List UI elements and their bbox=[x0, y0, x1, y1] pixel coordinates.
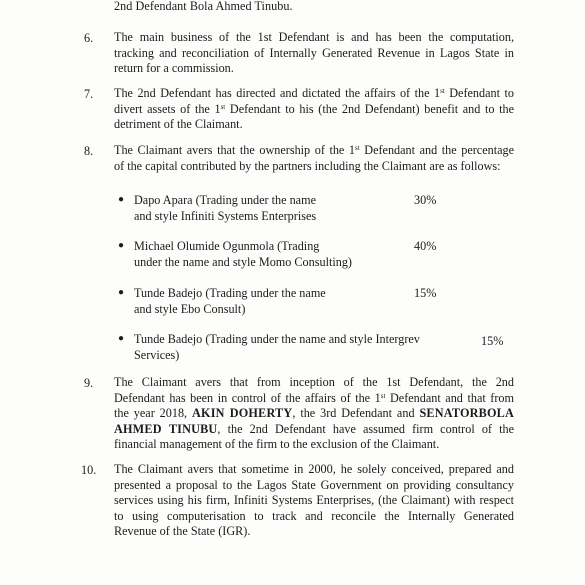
paragraph-6-line: The main business of the 1st Defendant is and has been the computation, bbox=[114, 30, 514, 44]
bullet-icon: ● bbox=[118, 287, 125, 298]
partner-percentage: 40% bbox=[414, 239, 437, 253]
partner-percentage: 30% bbox=[414, 193, 437, 207]
paragraph-9 bbox=[114, 375, 514, 453]
paragraph-9-number: 9. bbox=[84, 376, 94, 390]
paragraph-10-line: Revenue of the State (IGR). bbox=[114, 524, 251, 539]
paragraph-6-line: return for a commission. bbox=[114, 61, 234, 76]
paragraph-9-line: financial management of the firm to the exclusion of the Claimant. bbox=[114, 437, 440, 452]
partner-name-line: Dapo Apara (Trading under the name bbox=[134, 193, 316, 207]
partner-name-line: Michael Olumide Ogunmola (Trading bbox=[134, 239, 320, 253]
paragraph-7-line: divert assets of the 1st Defendant to his (the 2nd Defendant) benefit and to the bbox=[114, 101, 514, 116]
paragraph-7-line: The 2nd Defendant has directed and dictated the affairs of the 1st Defendant to bbox=[114, 86, 514, 100]
paragraph-9-line: the year 2018, AKIN DOHERTY, the 3rd Defendant and SENATORBOLA bbox=[114, 406, 514, 421]
paragraph-6-line: tracking and reconciliation of Internally Generated Revenue in Lagos State in bbox=[114, 45, 514, 60]
paragraph-7-number: 7. bbox=[84, 87, 94, 101]
paragraph-6 bbox=[114, 30, 514, 77]
partner-name-line: Services) bbox=[134, 348, 180, 362]
paragraph-10 bbox=[114, 462, 514, 540]
paragraph-9-line: AHMED TINUBU, the 2nd Defendant have assumed firm control of the bbox=[114, 421, 514, 436]
paragraph-8 bbox=[114, 143, 514, 174]
partner-percentage: 15% bbox=[481, 334, 504, 348]
paragraph-7-line: detriment of the Claimant. bbox=[114, 117, 243, 132]
paragraph-8-line: The Claimant avers that the ownership of the 1st Defendant and the percentage bbox=[114, 143, 514, 157]
partner-name-line: and style Ebo Consult) bbox=[134, 302, 246, 316]
bullet-icon: ● bbox=[118, 240, 125, 251]
paragraph-9-line: Defendant has been in control of the affairs of the 1st Defendant and that from bbox=[114, 390, 514, 405]
partner-name-line: Tunde Badejo (Trading under the name and style Intergrev bbox=[134, 332, 420, 346]
paragraph-10-number: 10. bbox=[81, 463, 97, 477]
paragraph-8-line: of the capital contributed by the partners including the Claimant are as follows: bbox=[114, 158, 501, 173]
paragraph-10-line: The Claimant avers that sometime in 2000, he solely conceived, prepared and bbox=[114, 462, 514, 476]
partner-name-line: Tunde Badejo (Trading under the name bbox=[134, 286, 326, 300]
paragraph-10-line: services using his firm, Infiniti Systems Enterprises, (the Claimant) with respect bbox=[114, 493, 514, 508]
paragraph-10-line: presented a proposal to the Lagos State Government on providing consultancy bbox=[114, 477, 514, 492]
partner-percentage: 15% bbox=[414, 286, 437, 300]
partner-name-line: and style Infiniti Systems Enterprises bbox=[134, 209, 317, 223]
top-continuation-line: 2nd Defendant Bola Ahmed Tinubu. bbox=[114, 0, 293, 13]
paragraph-8-number: 8. bbox=[84, 144, 94, 158]
bullet-icon: ● bbox=[118, 194, 125, 205]
paragraph-7 bbox=[114, 86, 514, 133]
paragraph-6-number: 6. bbox=[84, 31, 94, 45]
paragraph-9-line: The Claimant avers that from inception of the 1st Defendant, the 2nd bbox=[114, 375, 514, 389]
paragraph-10-line: to using computerisation to track and reconcile the Internally Generated bbox=[114, 508, 514, 523]
partner-name-line: under the name and style Momo Consulting) bbox=[134, 255, 352, 269]
bullet-icon: ● bbox=[118, 333, 125, 344]
